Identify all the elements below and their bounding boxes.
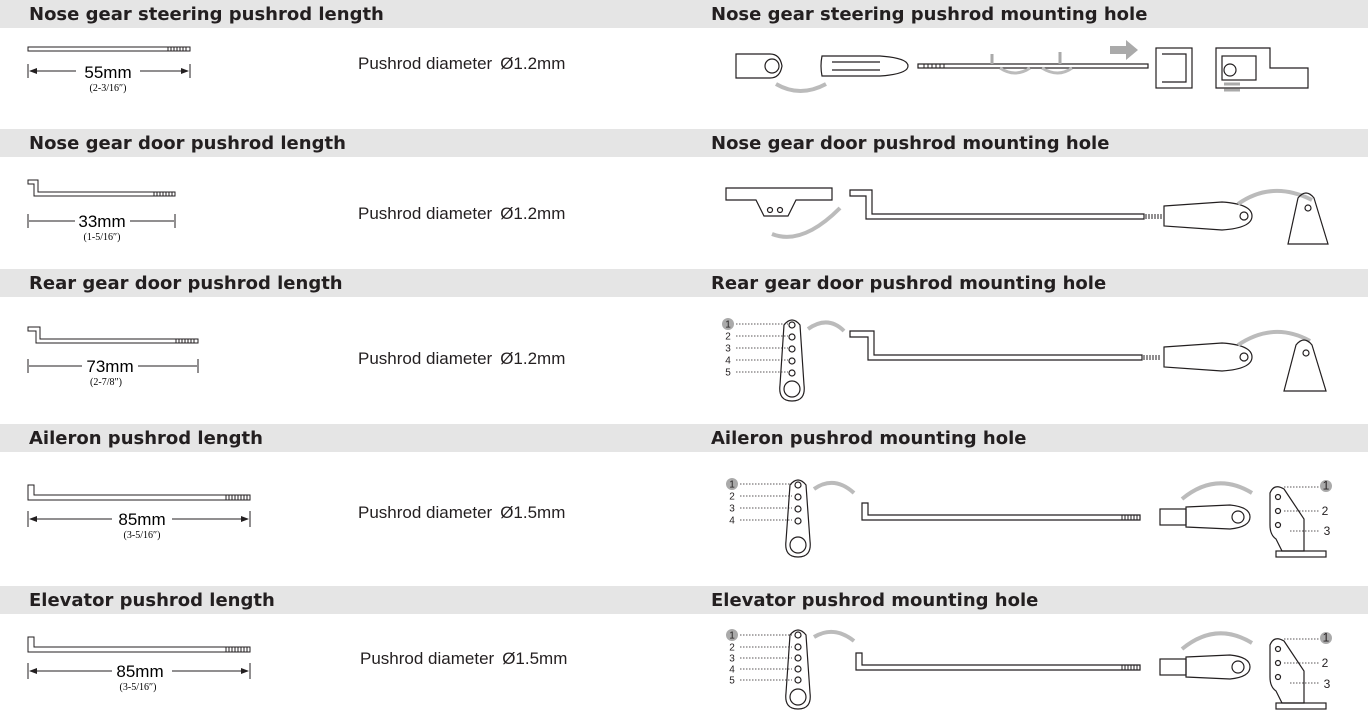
thread-marks [168,47,186,51]
section-rear-door [0,269,1368,421]
mount-header [686,0,1368,28]
diameter-value: Ø1.2mm [500,54,566,73]
length-title: Nose gear door pushrod length [29,132,346,154]
mount-header [686,586,1368,614]
collar [1160,659,1186,675]
diameter-label: Pushrod diameter [358,204,493,223]
length-title: Elevator pushrod length [29,589,275,611]
pushrod-length-diagram [20,323,220,393]
diameter-label: Pushrod diameter [358,349,493,368]
dimension-inch: (3-5/16″) [119,682,157,693]
mounting-diagram-nose-steering [730,38,1320,100]
quick-link [1164,343,1252,371]
pushrod-length-diagram [20,633,260,699]
length-header [0,0,686,28]
rotate-arrow [772,208,840,237]
diameter-value: Ø1.5mm [502,649,568,668]
mounting-diagram-aileron [722,475,1342,567]
pushrod-diameter [358,349,565,369]
clevis [1186,505,1250,529]
pushrod-length-diagram [20,40,210,100]
collar [1160,509,1186,525]
pushrod-diameter [358,54,565,74]
hole-label: 3 [729,653,735,665]
mount-title: Nose gear steering pushrod mounting hole [711,3,1148,25]
length-title: Rear gear door pushrod length [29,272,343,294]
hole-label: 5 [729,675,735,687]
quick-link [1164,202,1252,230]
horn-hole-label: 3 [1323,524,1331,538]
pushrod [850,190,1144,219]
dimension-inch: (1-5/16″) [83,232,121,243]
length-title: Nose gear steering pushrod length [29,3,384,25]
rotate-arrow [814,483,854,493]
dimension-mm: 55mm [84,63,132,82]
hole-label: 2 [729,642,735,654]
length-header [0,129,686,157]
dimension-mm: 73mm [86,357,134,376]
door-horn [1288,193,1328,244]
diameter-label: Pushrod diameter [360,649,495,668]
hole-label: 4 [725,355,731,367]
diameter-value: Ø1.5mm [500,503,566,522]
dimension-inch: (2-7/8″) [90,377,122,388]
section-elevator [0,585,1368,715]
pushrod-diameter [358,204,565,224]
rotate-arrow [1238,191,1312,204]
mounting-diagram-nose-door [722,184,1342,256]
diameter-value: Ø1.2mm [500,349,566,368]
mount-header [686,424,1368,452]
mount-title: Elevator pushrod mounting hole [711,589,1039,611]
mounting-diagram-rear-door [718,315,1348,407]
dimension-inch: (3-5/16″) [123,530,161,541]
diameter-label: Pushrod diameter [358,503,493,522]
hole-label: 4 [729,515,735,527]
diameter-label: Pushrod diameter [358,54,493,73]
pushrod [862,503,1140,520]
rotate-arrow [1182,633,1252,649]
horn-hole-label: 2 [1321,504,1329,518]
hole-label: 5 [725,367,731,379]
horn-hole-label: 2 [1321,656,1329,670]
horn-hole-label: 1 [1322,478,1330,493]
clevis [1186,655,1250,679]
mount-title: Nose gear door pushrod mounting hole [711,132,1110,154]
length-header [0,269,686,297]
hole-label: 1 [729,630,735,642]
dimension-inch: (2-3/16″) [89,83,127,94]
hole-label: 2 [725,331,731,343]
hole-label: 2 [729,491,735,503]
rotate-arrow [1182,483,1252,499]
hole-label: 4 [729,664,735,676]
clevis-connector [736,54,782,78]
pushrod-length-diagram [20,481,260,551]
length-title: Aileron pushrod length [29,427,263,449]
steering-arm [1216,48,1308,88]
direction-arrow [1110,40,1138,60]
section-nose-steering [0,0,1368,128]
rotate-arrow [814,632,854,641]
pushrod [850,331,1142,360]
quick-link [821,56,908,76]
dimension-mm: 85mm [118,510,166,529]
pushrod [856,653,1140,670]
hole-label: 3 [729,503,735,515]
length-header [0,424,686,452]
diameter-value: Ø1.2mm [500,204,566,223]
horn-hole-label: 3 [1323,677,1331,691]
rotate-arrow [1238,332,1310,345]
mount-header [686,129,1368,157]
dimension-mm: 33mm [78,212,126,231]
pushrod [918,64,1148,68]
door-horn [1284,340,1326,391]
mounting-diagram-elevator [722,627,1342,715]
pushrod-diameter [358,503,565,523]
hole-label: 1 [725,319,731,331]
pushrod-length-diagram [20,176,210,246]
dimension-mm: 85mm [116,662,164,681]
mount-header [686,269,1368,297]
section-aileron [0,423,1368,585]
length-header [0,586,686,614]
pushrod-diameter [360,649,567,669]
horn-hole-label: 1 [1322,630,1330,645]
hole-label: 1 [729,479,735,491]
rotate-arrow [776,84,826,91]
mount-title: Rear gear door pushrod mounting hole [711,272,1107,294]
section-nose-door [0,128,1368,268]
rotate-arrow [808,322,844,331]
hole-label: 3 [725,343,731,355]
mount-title: Aileron pushrod mounting hole [711,427,1027,449]
